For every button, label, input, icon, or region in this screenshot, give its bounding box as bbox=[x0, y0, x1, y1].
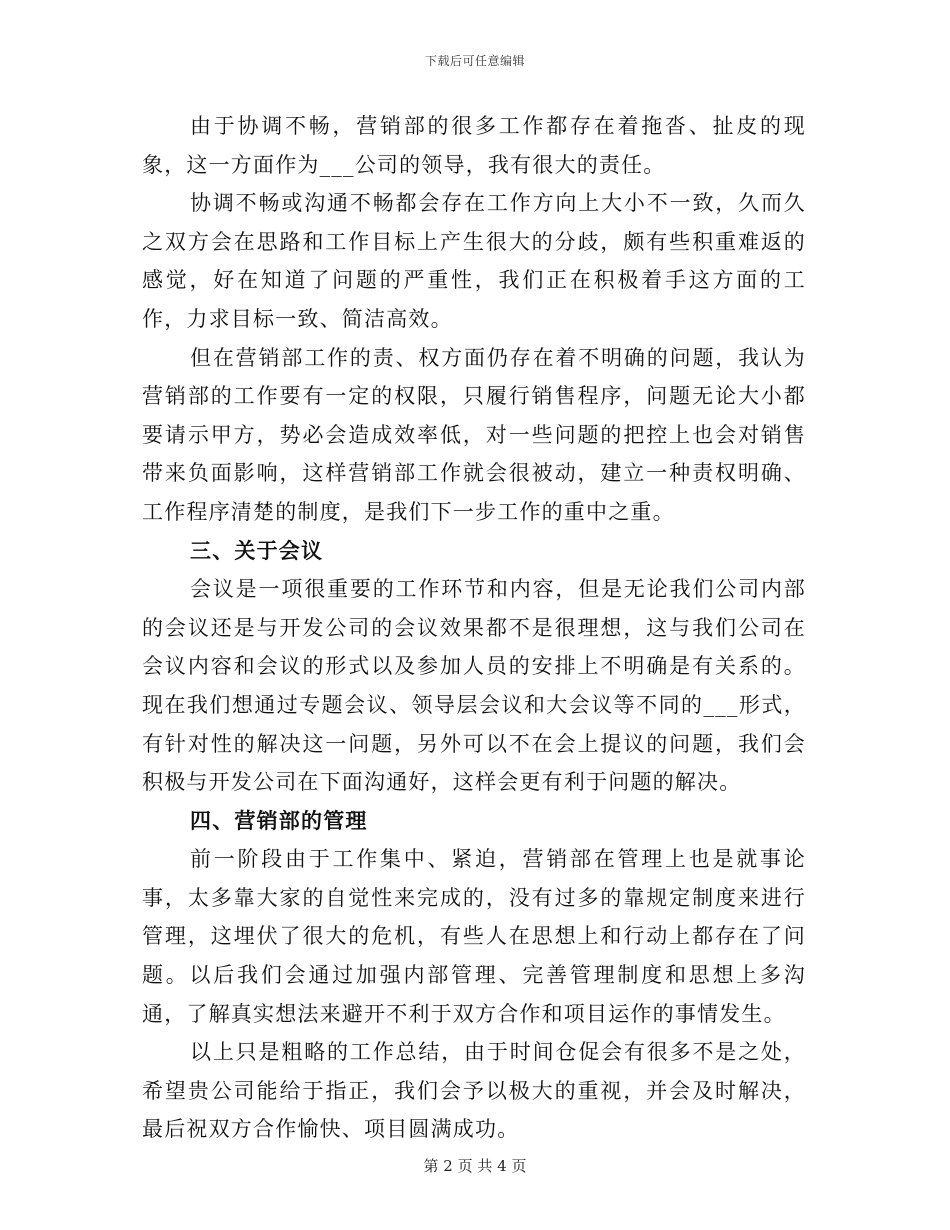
paragraph-management: 前一阶段由于工作集中、紧迫，营销部在管理上也是就事论事，太多靠大家的自觉性来完成的，没有过多的靠规定制度来进行管理，这埋伏了很大的危机，有些人在思想上和行动上都存在了问题。以后我们会通过加强内部管理、完善管理制度和思想上多沟通，了解真实想法来避开不利于双方合作和项目运作的事情发生。 bbox=[142, 847, 806, 1026]
paragraph-authority: 但在营销部工作的责、权方面仍存在着不明确的问题，我认为营销部的工作要有一定的权限，只履行销售程序，问题无论大小都要请示甲方，势必会造成效率低，对一些问题的把控上也会对销售带来负面影响，这样营销部工作就会很被动，建立一种责权明确、工作程序清楚的制度，是我们下一步工作的重中之重。 bbox=[142, 345, 806, 524]
paragraph-meetings: 会议是一项很重要的工作环节和内容，但是无论我们公司内部的会议还是与开发公司的会议效果都不是很理想，这与我们公司在会议内容和会议的形式以及参加人员的安排上不明确是有关系的。现在我们想通过专题会议、领导层会议和大会议等不同的___形式，有针对性的解决这一问题，另外可以不在会上提议的问题，我们会积极与开发公司在下面沟通好，这样会更有利于问题的解决。 bbox=[142, 577, 806, 795]
section-heading-management: 四、营销部的管理 bbox=[190, 807, 368, 833]
document-body bbox=[142, 107, 806, 1149]
paragraph-coordination-issue: 由于协调不畅，营销部的很多工作都存在着拖沓、扯皮的现象，这一方面作为___公司的领导，我有很大的责任。 bbox=[142, 114, 806, 177]
section-heading-meetings: 三、关于会议 bbox=[190, 537, 324, 563]
page-header: 下载后可任意编辑 bbox=[424, 54, 525, 68]
page-footer: 第 2 页 共 4 页 bbox=[423, 1157, 527, 1175]
paragraph-communication: 协调不畅或沟通不畅都会存在工作方向上大小不一致，久而久之双方会在思路和工作目标上产生很大的分歧，颇有些积重难返的感觉，好在知道了问题的严重性，我们正在积极着手这方面的工作，力求目标一致、简洁高效。 bbox=[142, 191, 806, 331]
paragraph-conclusion: 以上只是粗略的工作总结，由于时间仓促会有很多不是之处，希望贵公司能给于指正，我们会予以极大的重视，并会及时解决，最后祝双方合作愉快、项目圆满成功。 bbox=[142, 1040, 806, 1142]
